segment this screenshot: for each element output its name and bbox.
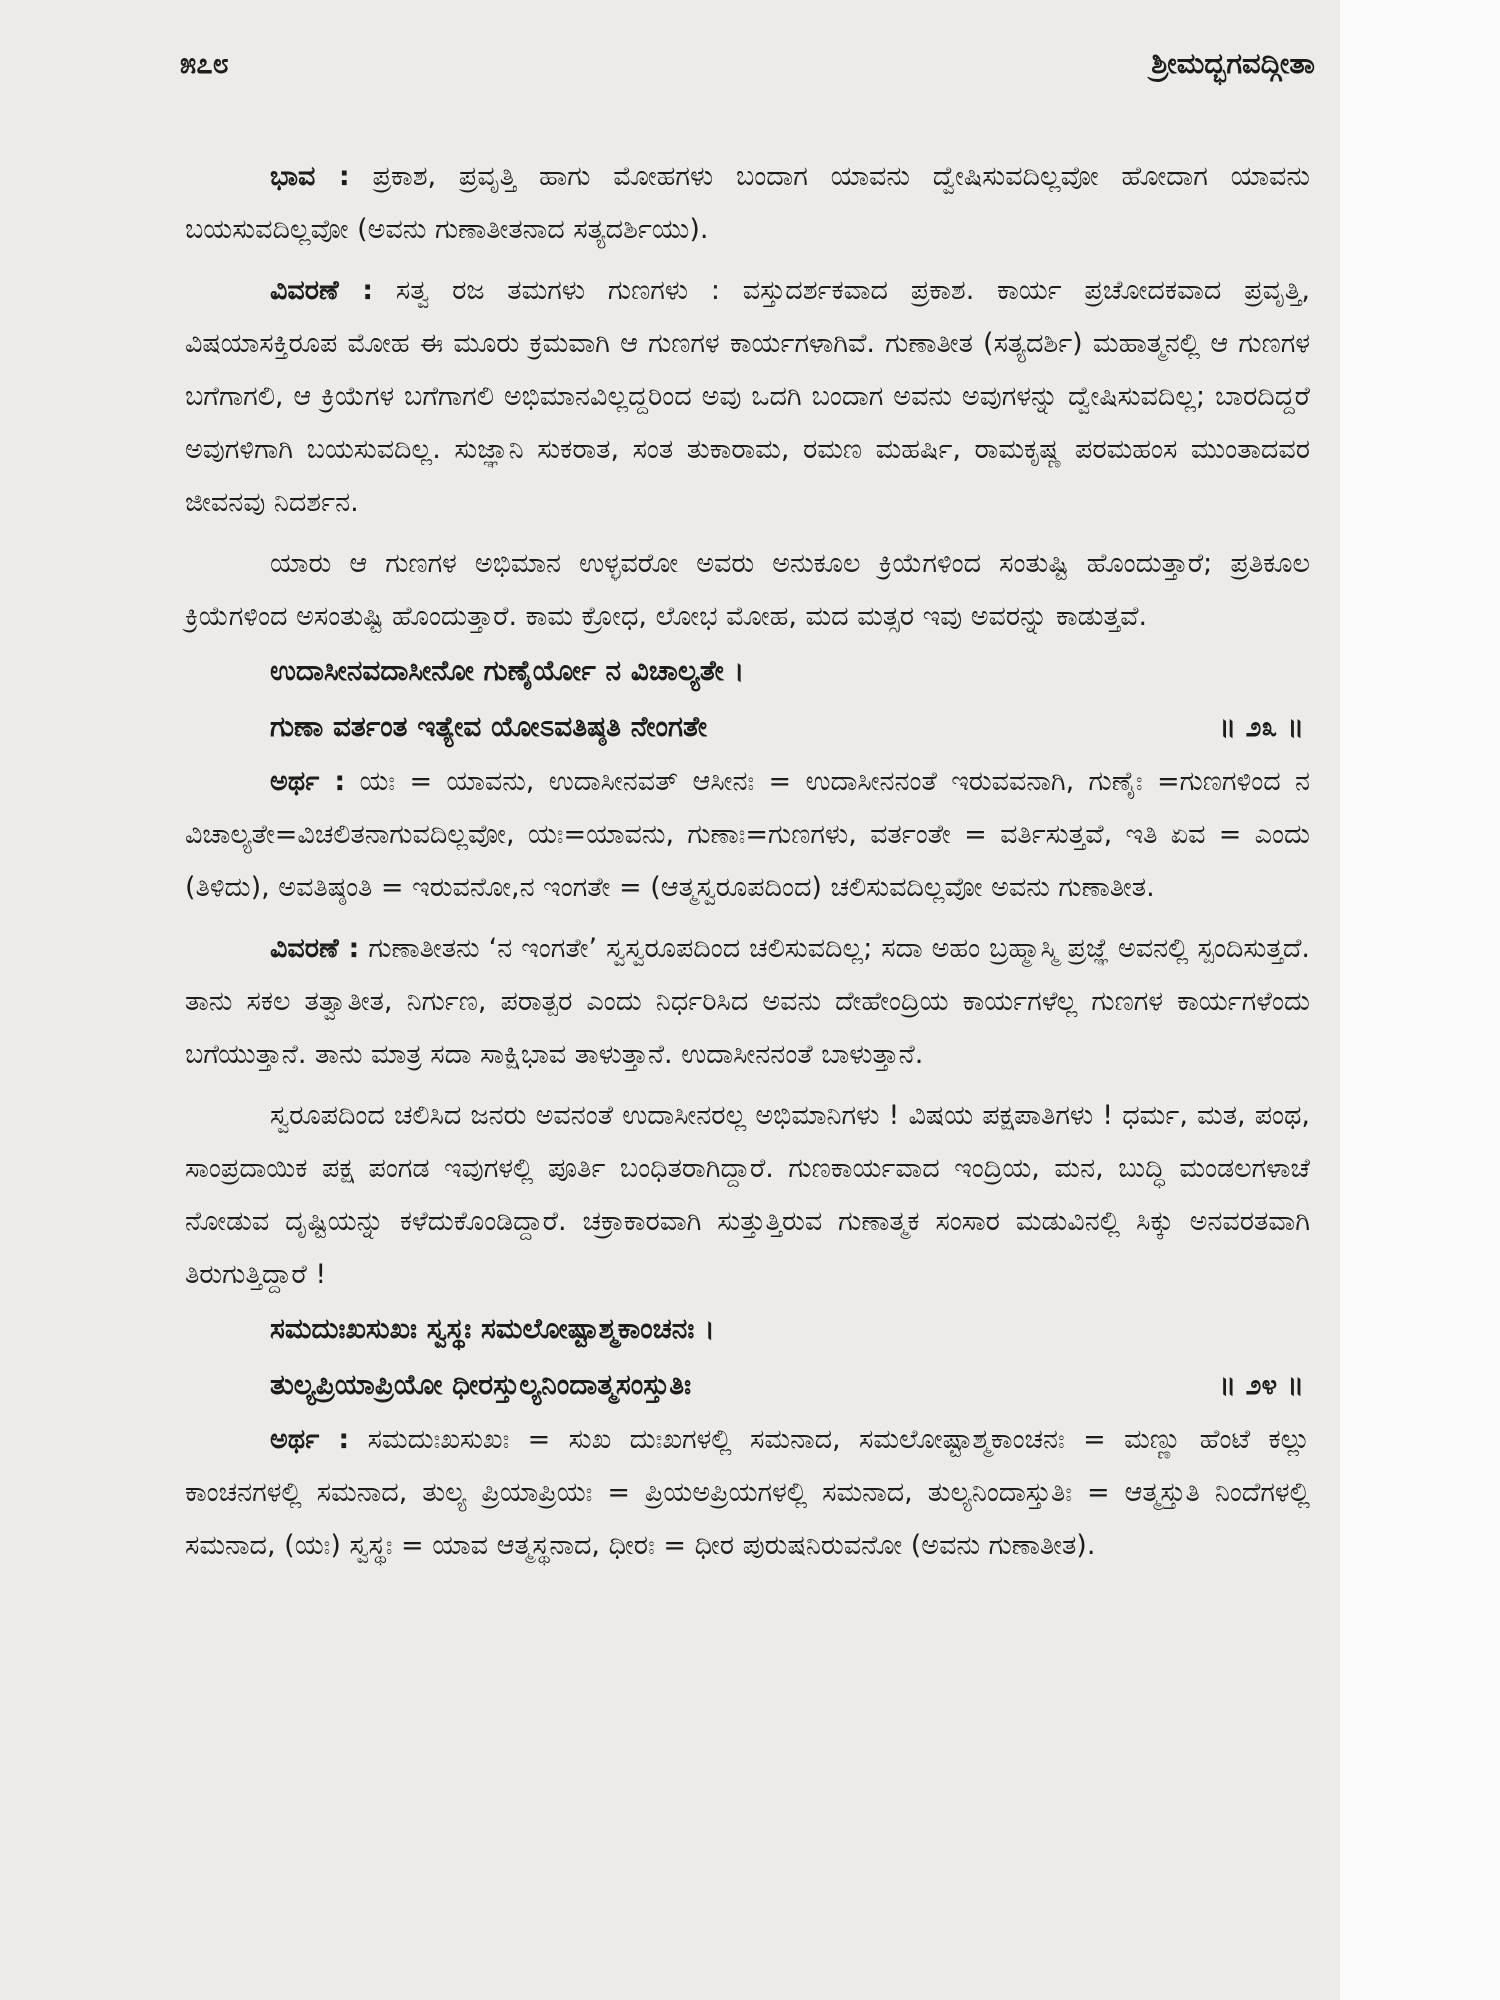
vivarane-paragraph-1 [185,264,1310,529]
paragraph-6 [185,1089,1310,1301]
verse-23-line-2 [185,699,1310,755]
artha-paragraph-2 [185,1413,1310,1572]
running-title: ಶ್ರೀಮದ್ಭಗವದ್ಗೀತಾ [1151,45,1315,80]
page-header [180,38,1315,88]
vivarane-text-1: ಸತ್ವ ರಜ ತಮಗಳು ಗುಣಗಳು : ವಸ್ತುದರ್ಶಕವಾದ ಪ್ರಕಾಶ. ಕಾರ್ಯ ಪ್ರಚೋದಕವಾದ ಪ್ರವೃತ್ತಿ, ವಿಷಯಾಸಕ್ತಿರೂಪ ಮೋಹ ಈ ಮೂರು ಕ್ರಮವಾಗಿ ಆ ಗುಣಗಳ ಕಾರ್ಯಗಳಾಗಿವೆ. ಗುಣಾತೀತ (ಸತ್ಯದರ್ಶಿ) ಮಹಾತ್ಮನಲ್ಲಿ ಆ ಗುಣಗಳ ಬಗೆಗಾಗಲಿ, ಆ ಕ್ರಿಯೆಗಳ ಬಗೆಗಾಗಲಿ ಅಭಿಮಾನವಿಲ್ಲದ್ದರಿಂದ ಅವು ಒದಗಿ ಬಂದಾಗ ಅವನು ಅವುಗಳನ್ನು ದ್ವೇಷಿಸುವದಿಲ್ಲ; ಬಾರದಿದ್ದರೆ ಅವುಗಳಿಗಾಗಿ ಬಯಸುವದಿಲ್ಲ. ಸುಜ್ಞಾನಿ ಸುಕರಾತ, ಸಂತ ತುಕಾರಾಮ, ರಮಣ ಮಹರ್ಷಿ, ರಾಮಕೃಷ್ಣ ಪರಮಹಂಸ ಮುಂತಾದವರ ಜೀವನವು ನಿದರ್ಶನ. [185,275,1311,518]
bhava-paragraph [185,150,1310,256]
verse-23-number: ॥ ೨೩ ॥ [1218,710,1304,743]
artha-text-2: ಸಮದುಃಖಸುಖಃ = ಸುಖ ದುಃಖಗಳಲ್ಲಿ ಸಮನಾದ, ಸಮಲೋಷ್ಟಾಶ್ಮಕಾಂಚನಃ = ಮಣ್ಣು ಹೆಂಟೆ ಕಲ್ಲು ಕಾಂಚನಗಳಲ್ಲಿ ಸಮನಾದ, ತುಲ್ಯ ಪ್ರಿಯಾಪ್ರಿಯಃ = ಪ್ರಿಯಅಪ್ರಿಯಗಳಲ್ಲಿ ಸಮನಾದ, ತುಲ್ಯನಿಂದಾಸ್ತುತಿಃ = ಆತ್ಮಸ್ತುತಿ ನಿಂದೆಗಳಲ್ಲಿ ಸಮನಾದ, (ಯಃ) ಸ್ವಸ್ಥಃ = ಯಾವ ಆತ್ಮಸ್ಥನಾದ, ಧೀರಃ = ಧೀರ ಪುರುಷನಿರುವನೋ (ಅವನು ಗುಣಾತೀತ). [185,1424,1310,1561]
verse-23-line-1-text: ಉದಾಸೀನವದಾಸೀನೋ ಗುಣೈರ್ಯೋ ನ ವಿಚಾಲ್ಯತೇ । [270,654,745,687]
vivarane-paragraph-2 [185,922,1310,1081]
artha-text-1: ಯಃ = ಯಾವನು, ಉದಾಸೀನವತ್ ಆಸೀನಃ = ಉದಾಸೀನನಂತೆ ಇರುವವನಾಗಿ, ಗುಣೈಃ =ಗುಣಗಳಿಂದ ನ ವಿಚಾಲ್ಯತೇ=ವಿಚಲಿತನಾಗುವದಿಲ್ಲವೋ, ಯಃ=ಯಾವನು, ಗುಣಾಃ=ಗುಣಗಳು, ವರ್ತಂತೇ = ವರ್ತಿಸುತ್ತವೆ, ಇತಿ ಏವ = ಎಂದು (ತಿಳಿದು), ಅವತಿಷ್ಠಂತಿ = ಇರುವನೋ,ನ ಇಂಗತೇ = (ಆತ್ಮಸ್ವರೂಪದಿಂದ) ಚಲಿಸುವದಿಲ್ಲವೋ ಅವನು ಗುಣಾತೀತ. [185,766,1310,903]
bhava-text: ಪ್ರಕಾಶ, ಪ್ರವೃತ್ತಿ ಹಾಗು ಮೋಹಗಳು ಬಂದಾಗ ಯಾವನು ದ್ವೇಷಿಸುವದಿಲ್ಲವೋ ಹೋದಾಗ ಯಾವನು ಬಯಸುವದಿಲ್ಲವೋ (ಅವನು ಗುಣಾತೀತನಾದ ಸತ್ಯದರ್ಶಿಯು). [185,161,1310,245]
page-number: ೫೭೮ [180,45,229,80]
verse-24-number: ॥ ೨೪ ॥ [1218,1368,1304,1401]
vivarane-text-2: ಗುಣಾತೀತನು ‘ನ ಇಂಗತೇ’ ಸ್ವಸ್ವರೂಪದಿಂದ ಚಲಿಸುವದಿಲ್ಲ; ಸದಾ ಅಹಂ ಬ್ರಹ್ಮಾಸ್ಮಿ ಪ್ರಜ್ಞೆ ಅವನಲ್ಲಿ ಸ್ಪಂದಿಸುತ್ತದೆ. ತಾನು ಸಕಲ ತತ್ವಾತೀತ, ನಿರ್ಗುಣ, ಪರಾತ್ಪರ ಎಂದು ನಿರ್ಧರಿಸಿದ ಅವನು ದೇಹೇಂದ್ರಿಯ ಕಾರ್ಯಗಳೆಲ್ಲ ಗುಣಗಳ ಕಾರ್ಯಗಳೆಂದು ಬಗೆಯುತ್ತಾನೆ. ತಾನು ಮಾತ್ರ ಸದಾ ಸಾಕ್ಷಿಭಾವ ತಾಳುತ್ತಾನೆ. ಉದಾಸೀನನಂತೆ ಬಾಳುತ್ತಾನೆ. [185,933,1310,1070]
page-margin [1340,0,1500,2000]
vivarane-label-1: ವಿವರಣೆ : [270,275,374,306]
bhava-label: ಭಾವ : [270,161,350,192]
vivarane-label-2: ವಿವರಣೆ : [270,933,360,964]
artha-paragraph-1 [185,755,1310,914]
verse-23-line-1 [185,643,1310,699]
paragraph-3 [185,537,1310,643]
verse-24-line-1 [185,1301,1310,1357]
verse-24-line-2-text: ತುಲ್ಯಪ್ರಿಯಾಪ್ರಿಯೋ ಧೀರಸ್ತುಲ್ಯನಿಂದಾತ್ಮಸಂಸ್ತುತಿಃ [270,1368,692,1401]
verse-24-line-1-text: ಸಮದುಃಖಸುಖಃ ಸ್ವಸ್ಥಃ ಸಮಲೋಷ್ಟಾಶ್ಮಕಾಂಚನಃ । [270,1312,715,1345]
verse-23-line-2-text: ಗುಣಾ ವರ್ತಂತ ಇತ್ಯೇವ ಯೋಽವತಿಷ್ಠತಿ ನೇಂಗತೇ [270,710,708,743]
artha-label-2: ಅರ್ಥ : [270,1424,350,1455]
verse-24-line-2 [185,1357,1310,1413]
page-body [185,150,1310,1572]
paragraph-6-text: ಸ್ವರೂಪದಿಂದ ಚಲಿಸಿದ ಜನರು ಅವನಂತೆ ಉದಾಸೀನರಲ್ಲ ಅಭಿಮಾನಿಗಳು ! ವಿಷಯ ಪಕ್ಷಪಾತಿಗಳು ! ಧರ್ಮ, ಮತ, ಪಂಥ, ಸಾಂಪ್ರದಾಯಿಕ ಪಕ್ಷ ಪಂಗಡ ಇವುಗಳಲ್ಲಿ ಪೂರ್ತಿ ಬಂಧಿತರಾಗಿದ್ದಾರೆ. ಗುಣಕಾರ್ಯವಾದ ಇಂದ್ರಿಯ, ಮನ, ಬುದ್ಧಿ ಮಂಡಲಗಳಾಚೆ ನೋಡುವ ದೃಷ್ಟಿಯನ್ನು ಕಳೆದುಕೊಂಡಿದ್ದಾರೆ. ಚಕ್ರಾಕಾರವಾಗಿ ಸುತ್ತುತ್ತಿರುವ ಗುಣಾತ್ಮಕ ಸಂಸಾರ ಮಡುವಿನಲ್ಲಿ ಸಿಕ್ಕು ಅನವರತವಾಗಿ ತಿರುಗುತ್ತಿದ್ದಾರೆ ! [185,1100,1310,1290]
artha-label-1: ಅರ್ಥ : [270,766,346,797]
paragraph-3-text: ಯಾರು ಆ ಗುಣಗಳ ಅಭಿಮಾನ ಉಳ್ಳವರೋ ಅವರು ಅನುಕೂಲ ಕ್ರಿಯೆಗಳಿಂದ ಸಂತುಷ್ಟಿ ಹೊಂದುತ್ತಾರೆ; ಪ್ರತಿಕೂಲ ಕ್ರಿಯೆಗಳಿಂದ ಅಸಂತುಷ್ಟಿ ಹೊಂದುತ್ತಾರೆ. ಕಾಮ ಕ್ರೋಧ, ಲೋಭ ಮೋಹ, ಮದ ಮತ್ಸರ ಇವು ಅವರನ್ನು ಕಾಡುತ್ತವೆ. [185,548,1310,632]
